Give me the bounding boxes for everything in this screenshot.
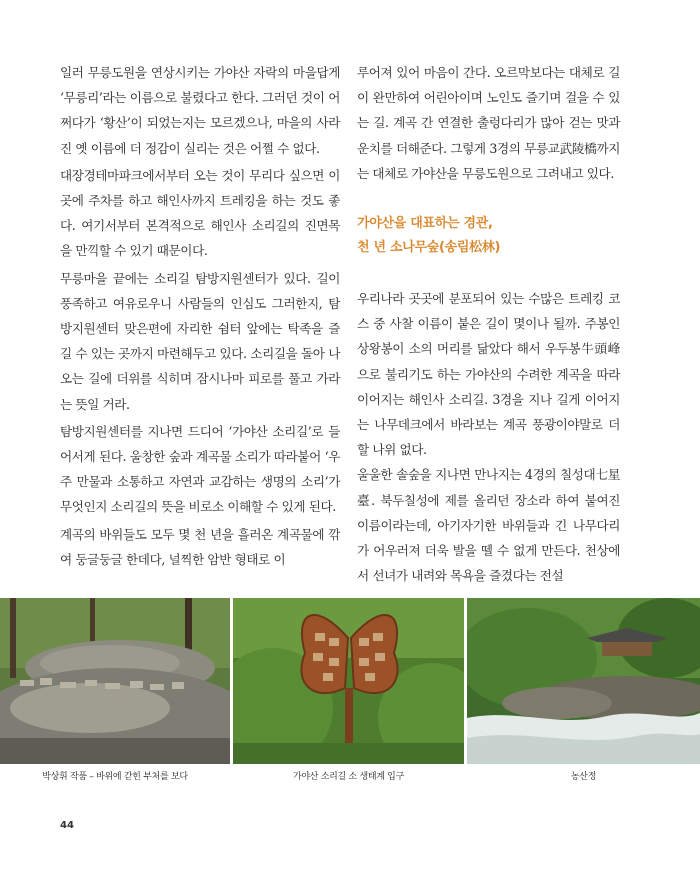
paragraph: 루어져 있어 마음이 간다. 오르막보다는 대체로 길이 완만하여 어린아이며 노인도 즐기며 걸을 수 있는 길. 계곡 간 연결한 출렁다리가 많아 걷는 맛과 운치를 더해준다. 그렇게 3경의 무릉교武陵橋까지는 대체로 가야산을 무릉도원으로 그려내고 있다.: [357, 65, 620, 181]
section-heading: [357, 212, 620, 260]
paragraph: 무릉마을 끝에는 소리길 탐방지원센터가 있다. 길이 풍족하고 여유로우니 사람들의 인심도 그러한지, 탐방지원센터 맞은편에 자리한 쉼터 앞에는 탁족을 즐길 수 있는 곳까지 마련해두고 있다. 소리길을 돌아 나오는 길에 더위를 식히며 잠시나마 피로를 풀고 가라는 뜻일 거라.: [60, 270, 340, 412]
page-number: 44: [60, 820, 74, 831]
section-heading-line: 가야산을 대표하는 경관,: [357, 216, 493, 232]
photo-caption: 농산정: [570, 772, 597, 782]
paragraph: 일러 무릉도원을 연상시키는 가야산 자락의 마을답게 ‘무릉리’라는 이름으로 불렸다고 한다. 그러던 것이 어쩌다가 ‘황산’이 되었는지는 모르겠으나, 마을의 사라진 옛 이름에 더 정감이 실리는 것은 어쩔 수 없다.: [60, 65, 340, 156]
paragraph: 대장경테마파크에서부터 오는 것이 무리다 싶으면 이곳에 주차를 하고 해인사까지 트레킹을 하는 것도 좋다. 여기서부터 본격적으로 해인사 소리길의 진면목을 만끽할 수 있기 때문이다.: [60, 167, 340, 259]
section-heading-line: 천 년 소나무숲(송림松林): [357, 240, 501, 256]
photo-caption: 박상휘 작품 – 바위에 갇힌 부처를 보다: [42, 772, 188, 782]
left-text-column: [60, 60, 340, 572]
photo-strip: [0, 598, 700, 764]
right-text-column: [357, 60, 620, 588]
paragraph: 우리나라 곳곳에 분포되어 있는 수많은 트레킹 코스 중 사찰 이름이 붙은 길이 몇이나 될까. 주봉인 상왕봉이 소의 머리를 닮았다 해서 우두봉牛頭峰으로 불리기도 하는 가야산의 수려한 계곡을 따라 이어지는 해인사 소리길. 3경을 지나 길게 이어지는 나무데크에서 바라보는 계곡 풍광이야말로 더할 나위 없다.: [357, 291, 620, 458]
photo-buddha-rock: [0, 598, 230, 764]
photo-butterfly-sign: [233, 598, 464, 764]
paragraph: 계곡의 바위들도 모두 몇 천 년을 흘러온 계곡물에 깎여 둥글둥글 한데다, 널찍한 암반 형태로 이: [60, 526, 340, 567]
paragraph: 탐방지원센터를 지나면 드디어 ‘가야산 소리길’로 들어서게 된다. 울창한 숲과 계곡물 소리가 따라붙어 ‘우주 만물과 소통하고 자연과 교감하는 생명의 소리’가 무엇인지 소리길의 뜻을 비로소 이해할 수 있게 된다.: [60, 423, 340, 515]
paragraph: 울울한 솔숲을 지나면 만나지는 4경의 칠성대七星臺. 북두칠성에 제를 올리던 장소라 하여 붙여진 이름이라는데, 아기자기한 바위들과 긴 나무다리가 어우러져 더욱 발을 뗄 수 없게 만든다. 천상에서 선녀가 내려와 목욕을 즐겼다는 전설: [357, 467, 620, 584]
photo-nongsanjeong: [467, 598, 700, 764]
photo-caption: 가야산 소리길 소 생태계 입구: [293, 772, 404, 782]
